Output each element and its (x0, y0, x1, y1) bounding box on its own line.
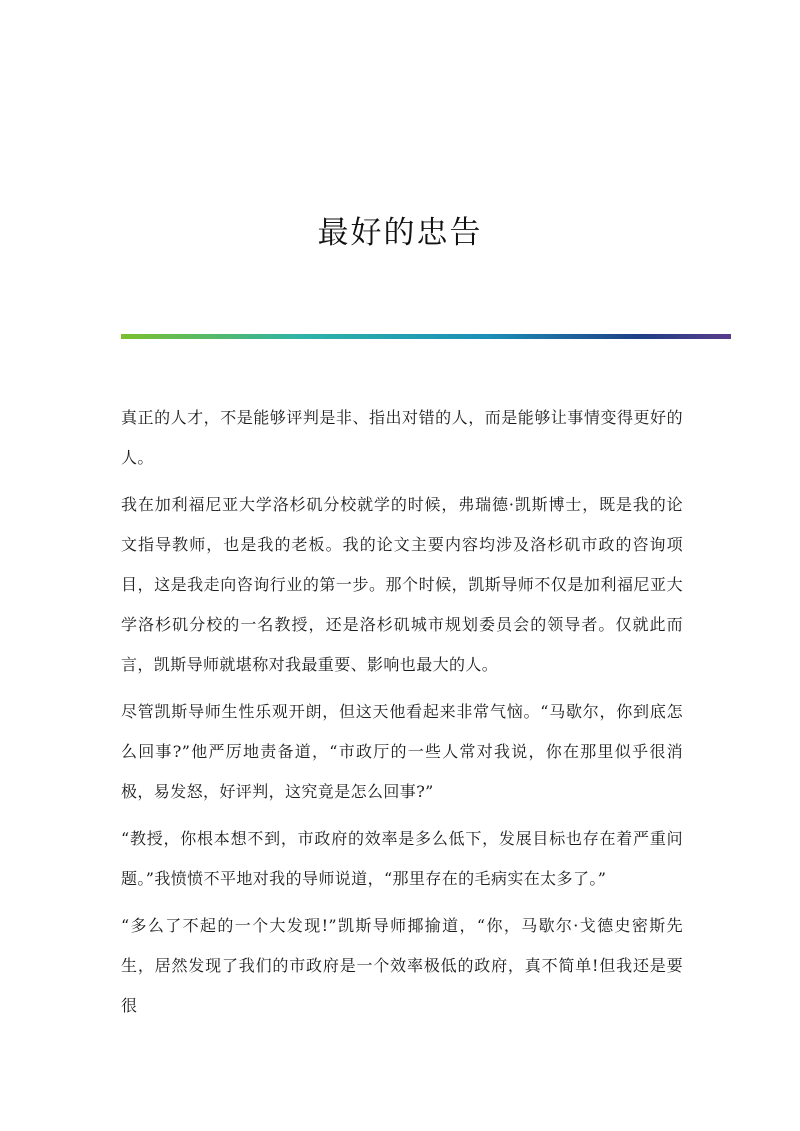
page-title: 最好的忠告 (317, 214, 483, 251)
paragraph-3: 尽管凯斯导师生性乐观开朗，但这天他看起来非常气恼。“马歇尔，你到底怎么回事?”他严厉地责备道，“市政厅的一些人常对我说，你在那里似乎很消极，易发怒，好评判，这究竟是怎么回事?” (121, 702, 683, 801)
paragraph-5: “多么了不起的一个大发现!”凯斯导师揶揄道，“你，马歇尔·戈德史密斯先生，居然发现了我们的市政府是一个效率极低的政府，真不简单!但我还是要很 (121, 916, 683, 1015)
paragraph-4: “教授，你根本想不到，市政府的效率是多么低下，发展目标也存在着严重问题。”我愤愤不平地对我的导师说道，“那里存在的毛病实在太多了。” (121, 829, 683, 888)
article-body (121, 398, 683, 1033)
paragraph-1: 真正的人才，不是能够评判是非、指出对错的人，而是能够让事情变得更好的人。 (121, 408, 683, 467)
gradient-divider (121, 334, 731, 339)
paragraph-2: 我在加利福尼亚大学洛杉矶分校就学的时候，弗瑞德·凯斯博士，既是我的论文指导教师，也是我的老板。我的论文主要内容均涉及洛杉矶市政的咨询项目，这是我走向咨询行业的第一步。那个时候，凯斯导师不仅是加利福尼亚大学洛杉矶分校的一名教授，还是洛杉矶城市规划委员会的领导者。仅就此而言，凯斯导师就堪称对我最重要、影响也最大的人。 (121, 495, 683, 674)
